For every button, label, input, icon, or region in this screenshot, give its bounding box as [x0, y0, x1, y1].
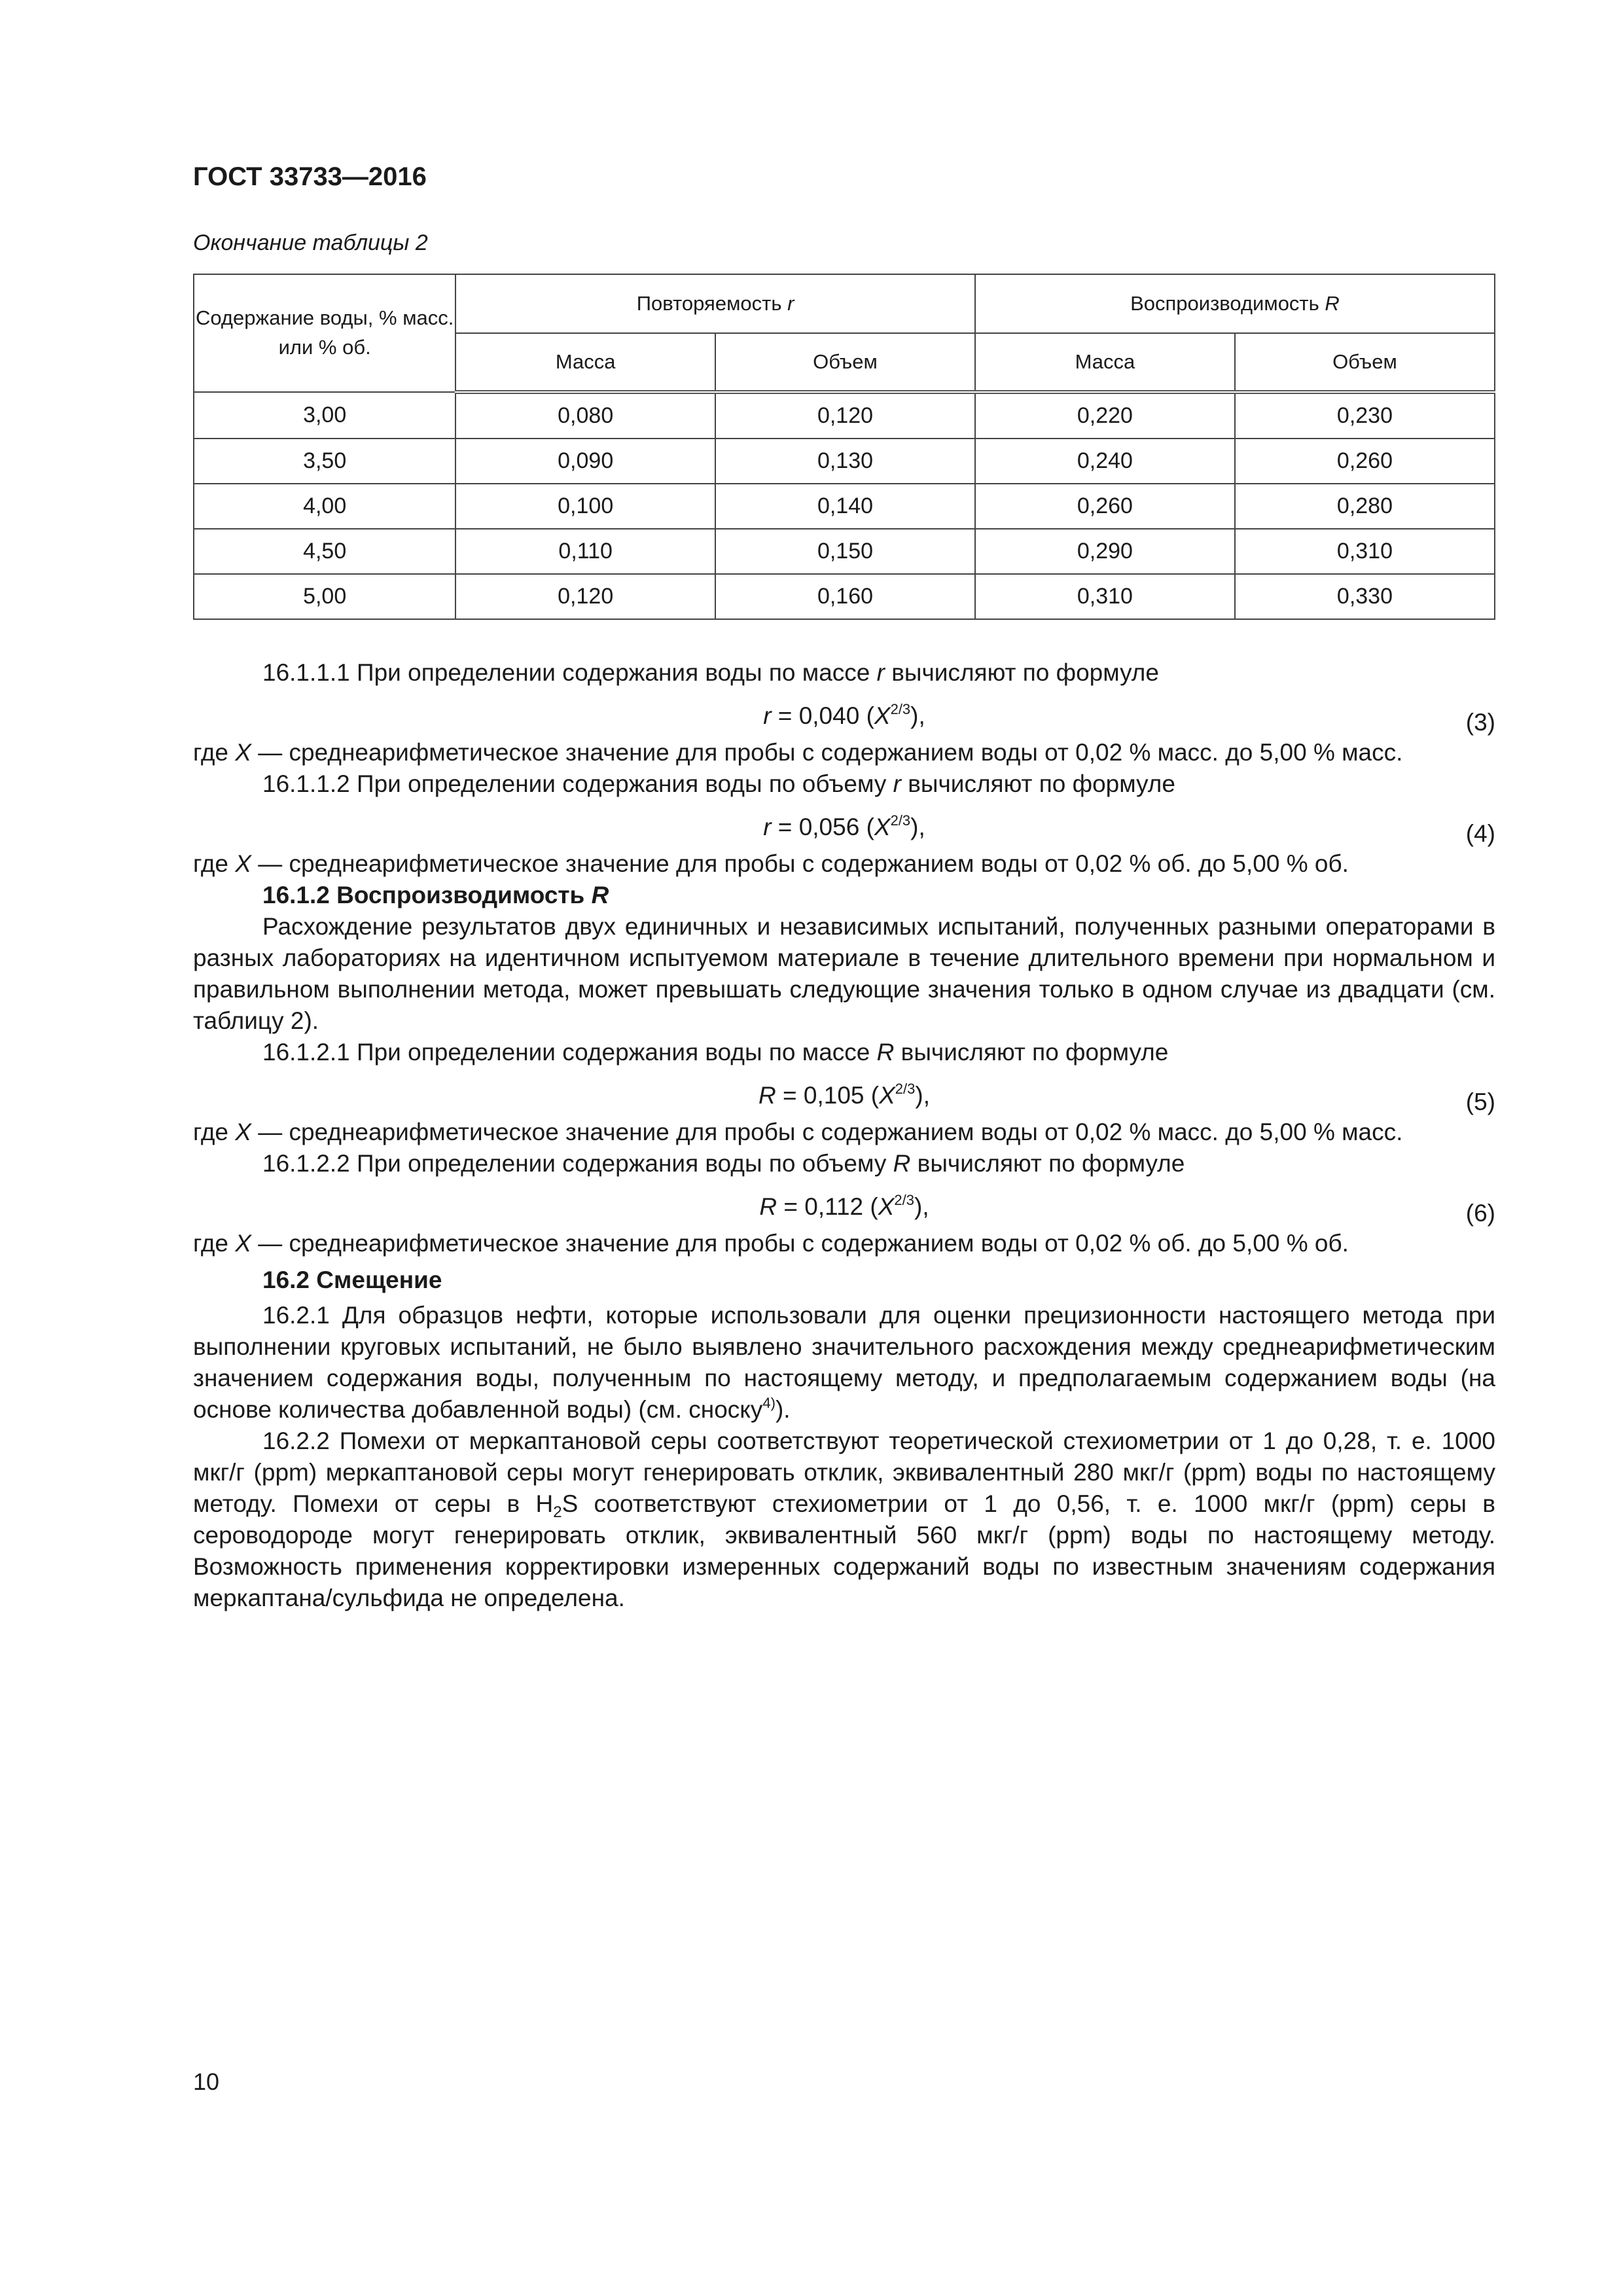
table-cell: 0,260 — [975, 484, 1235, 529]
table-cell: 0,220 — [975, 392, 1235, 439]
where-clause: где X — среднеарифметическое значение для пробы с содержанием воды от 0,02 % об. до 5,00 % об. — [193, 1230, 1349, 1257]
formula-number: (5) — [1465, 1088, 1495, 1115]
formula-3: r = 0,040 $(X^{2/3})$, (3) — [193, 689, 1495, 737]
paragraph-16-2-2: 16.2.2 Помехи от меркаптановой серы соответствуют теоретической стехиометрии от 1 до 0,28, т. е. 1000 мкг/г (ppm) меркаптановой серы могут генерировать отклик, эквивалентный 280 мкг/г (ppm) воды по настоящему методу. Помехи от серы в $H_2S$ соответствуют стехиометрии от 1 до 0,56, т. е. 1000 мкг/г (ppm) серы в сероводороде могут генерировать отклик, эквивалентный 560 мкг/г (ppm) воды по настоящему методу. Возможность применения корректировки измеренных содержаний воды по известным значениям содержания меркаптана/сульфида не определена. — [193, 1427, 1495, 1611]
subheader-mass: Масса — [975, 333, 1235, 392]
table-cell: 0,150 — [715, 529, 975, 574]
precision-table — [193, 274, 1495, 620]
where-clause: где X — среднеарифметическое значение для пробы с содержанием воды от 0,02 % масс. до 5,00 % масс. — [193, 1119, 1403, 1145]
table-cell: 0,160 — [715, 574, 975, 619]
table-cell: 0,110 — [455, 529, 715, 574]
table-row — [194, 574, 1495, 619]
table-cell: 0,100 — [455, 484, 715, 529]
paragraph-16-1-2-1: 16.1.2.1 При определении содержания воды по массе R вычисляют по формуле — [262, 1039, 1169, 1066]
formula-4: r = 0,056 $(X^{2/3})$, (4) — [193, 800, 1495, 848]
table-cell: 3,50 — [194, 439, 455, 484]
table-cell: 0,090 — [455, 439, 715, 484]
col-header-repeatability: Повторяемость r — [455, 274, 975, 333]
body-text — [193, 657, 1495, 1614]
where-clause: где X — среднеарифметическое значение для пробы с содержанием воды от 0,02 % масс. до 5,00 % масс. — [193, 739, 1403, 766]
table-cell: 0,290 — [975, 529, 1235, 574]
formula-6: R = 0,112 $(X^{2/3})$, (6) — [193, 1179, 1495, 1228]
formula-5: R = 0,105 $(X^{2/3})$, (5) — [193, 1068, 1495, 1117]
table-cell: 3,00 — [194, 392, 455, 439]
where-clause: где X — среднеарифметическое значение для пробы с содержанием воды от 0,02 % об. до 5,00 % об. — [193, 850, 1349, 877]
paragraph-16-1-2-2: 16.1.2.2 При определении содержания воды по объему R вычисляют по формуле — [262, 1150, 1185, 1177]
table-row — [194, 392, 1495, 439]
paragraph-16-1-1-2: 16.1.1.2 При определении содержания воды по объему r вычисляют по формуле — [262, 770, 1175, 797]
table-cell: 5,00 — [194, 574, 455, 619]
paragraph-reproducibility: Расхождение результатов двух единичных и независимых испытаний, полученных разными операторами в разных лабораториях на идентичном испытуемом материале в течение длительного времени при нормальном и правильном выполнении метода, может превышать следующие значения только в одном случае из двадцати (см. таблицу 2). — [193, 913, 1495, 1034]
table-cell: 0,140 — [715, 484, 975, 529]
table-row — [194, 529, 1495, 574]
formula-number: (4) — [1465, 820, 1495, 847]
page-number: 10 — [193, 2068, 220, 2095]
table-cell: 0,120 — [455, 574, 715, 619]
table-cell: 0,080 — [455, 392, 715, 439]
table-cell: 0,280 — [1235, 484, 1495, 529]
table-cell: 0,310 — [1235, 529, 1495, 574]
footnote-ref: 4) — [762, 1395, 776, 1411]
subheader-mass: Масса — [455, 333, 715, 392]
paragraph-16-2-1: 16.2.1 Для образцов нефти, которые использовали для оценки прецизионности настоящего метода при выполнении круговых испытаний, не было выявлено значительного расхождения между среднеарифметическим значением содержания воды, полученным по настоящему методу, и предполагаемым содержанием воды (на основе количества добавленной воды) (см. сноску$^{4)}$). — [193, 1302, 1495, 1423]
table-row — [194, 484, 1495, 529]
table-cell: 0,240 — [975, 439, 1235, 484]
section-heading-reproducibility: 16.1.2 Воспроизводимость R — [262, 882, 609, 908]
table-cell: 4,50 — [194, 529, 455, 574]
table-cell: 0,310 — [975, 574, 1235, 619]
table-cell: 0,130 — [715, 439, 975, 484]
table-caption: Окончание таблицы 2 — [193, 230, 428, 255]
col-header-reproducibility: Воспроизводимость R — [975, 274, 1495, 333]
subheader-volume: Объем — [715, 333, 975, 392]
table-cell: 0,120 — [715, 392, 975, 439]
section-heading-bias: 16.2 Смещение — [262, 1266, 442, 1293]
table-cell: 0,230 — [1235, 392, 1495, 439]
formula-number: (6) — [1465, 1200, 1495, 1227]
col-header-water-content: Содержание воды, % масс. или % об. — [194, 274, 455, 392]
paragraph-16-1-1-1: 16.1.1.1 При определении содержания воды по массе r вычисляют по формуле — [262, 659, 1159, 686]
formula-number: (3) — [1465, 709, 1495, 736]
document-id: ГОСТ 33733—2016 — [193, 162, 427, 191]
subheader-volume: Объем — [1235, 333, 1495, 392]
table-cell: 0,260 — [1235, 439, 1495, 484]
table-cell: 4,00 — [194, 484, 455, 529]
table-cell: 0,330 — [1235, 574, 1495, 619]
table-row — [194, 439, 1495, 484]
